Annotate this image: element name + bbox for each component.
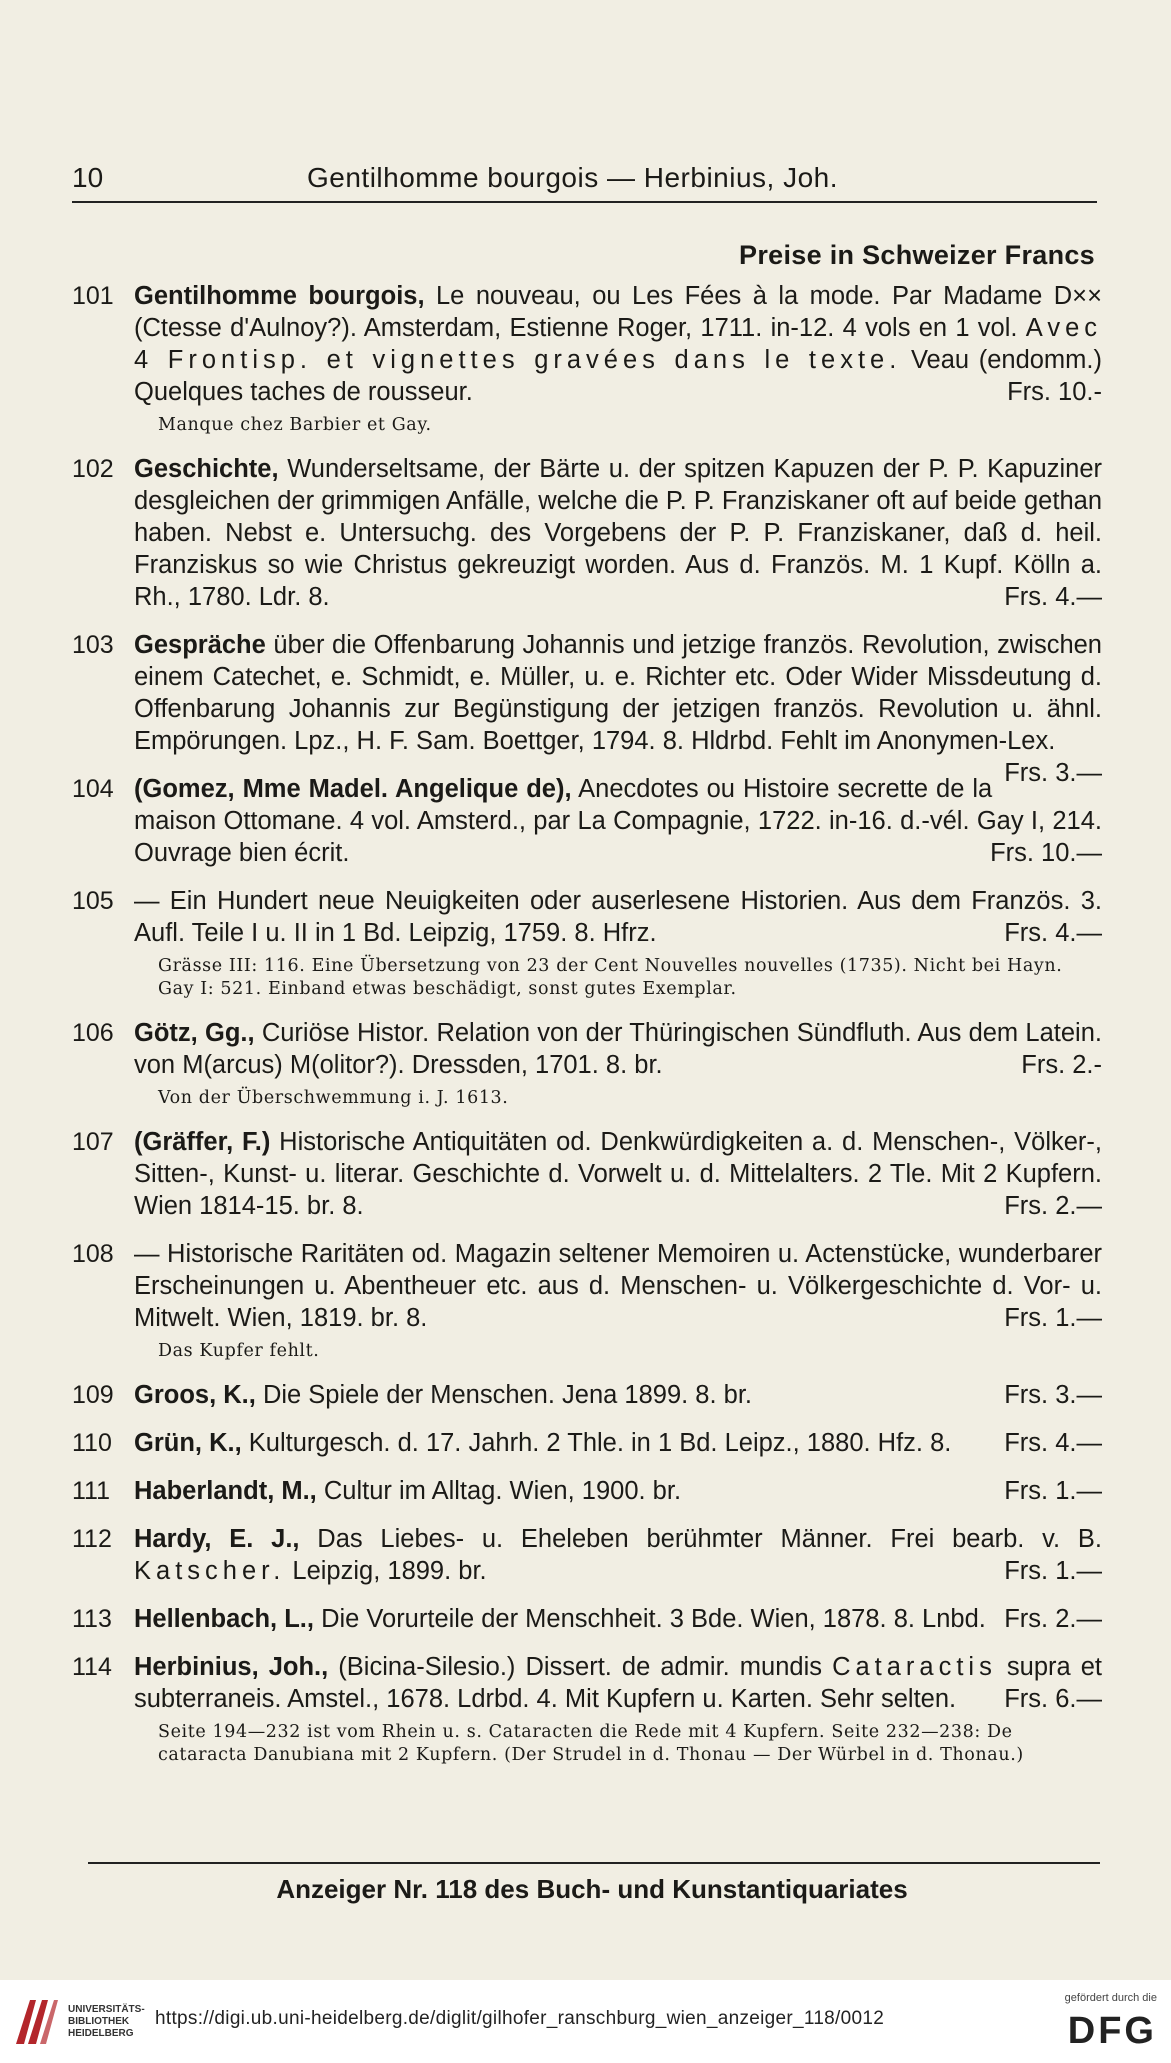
entry-number: 113 [72,1605,112,1633]
entry-number: 104 [72,775,114,803]
entry-price: Frs. 3.— [1004,759,1102,787]
entry-body [134,280,1102,408]
permalink-url[interactable]: https://digi.ub.uni-heidelberg.de/diglit/gilhofer_ranschburg_wien_anzeiger_118/0012 [155,2008,885,2029]
entry-text: Das Liebes- u. Eheleben berühmter Männer. Frei bearb. v. B. [317,1525,1103,1553]
dfg-logo: DFG [1067,2010,1157,2052]
entry-number: 107 [72,1128,114,1156]
entry-note: Das Kupfer fehlt. [158,1341,320,1361]
entry-note: Manque chez Barbier et Gay. [158,415,432,435]
entry-text: Cultur im Alltag. Wien, 1900. br. [323,1477,682,1505]
university-library-logo-icon [10,1992,62,2050]
entry-spaced-text: Avec 4 Frontisp. et vignettes gravées dans le texte. [134,314,1103,374]
entry-price: Frs. 10.- [1007,378,1102,406]
catalog-entry [72,885,1102,1001]
entry-body [134,1603,1102,1635]
entry-body [134,1126,1102,1222]
entry-body [134,453,1102,613]
entry-author: Herbinius, Joh., [134,1653,329,1681]
entry-price: Frs. 2.- [1021,1051,1102,1079]
viewer-bottom-bar [0,1980,1171,2063]
entry-body [134,1475,1102,1507]
entry-text: — Ein Hundert neue Neuigkeiten oder auserlesene Historien. Aus dem Französ. 3. Aufl. Teile I u. II in 1 Bd. Leipzig, 1759. 8. Hfrz. [134,887,1102,947]
entry-spaced-text: Cataractis [832,1653,997,1681]
entry-number: 114 [72,1653,112,1681]
entry-number: 103 [72,631,114,659]
entry-note: Seite 194—232 ist vom Rhein u. s. Cataracten die Rede mit 4 Kupfern. Seite 232—238: De cataracta Danubiana mit 2 Kupfern. (Der Strudel in d. Thonau — Der Würbel in d. Thonau.) [158,1722,1024,1765]
entry-number: 111 [72,1477,111,1505]
entry-author: Gespräche [134,631,266,659]
library-name: UNIVERSITÄTS-BIBLIOTHEK HEIDELBERG [68,2004,145,2039]
entry-text: Le nouveau, ou Les Fées à la mode. Par Madame D×× (Ctesse d'Aulnoy?). Amsterdam, Estienne Roger, 1711. in-12. 4 vols en 1 vol. [134,282,1102,342]
entry-author: Haberlandt, M., [134,1477,317,1505]
entry-author: Hellenbach, L., [134,1605,314,1633]
entry-author: Gentilhomme bourgois, [134,282,425,310]
entry-number: 109 [72,1381,114,1409]
catalog-entry [72,1379,1102,1411]
entry-text: über die Offenbarung Johannis und jetzige französ. Revolution, zwischen einem Catechet, e. Schmidt, e. Müller, u. e. Richter etc. Oder Wider Missdeutung d. Offenbarung Johannis zur Begünstigung der jetzigen französ. Revolution u. ähnl. Empörungen. Lpz., H. F. Sam. Boettger, 1794. 8. Hldrbd. Fehlt im Anonymen-Lex. [134,631,1102,755]
entry-price: Frs. 10.— [990,839,1102,867]
entry-text: Historische Antiquitäten od. Denkwürdigkeiten a. d. Menschen-, Völker-, Sitten-, Kunst- u. literar. Geschichte d. Vorwelt u. d. Mittelalters. 2 Tle. Mit 2 Kupfern. Wien 1814-15. br. 8. [134,1128,1102,1220]
catalog-entry [72,1603,1102,1635]
entry-price: Frs. 1.— [1004,1557,1102,1585]
entry-body [134,885,1102,949]
entry-number: 110 [72,1429,112,1457]
entry-author: Geschichte, [134,455,279,483]
entry-price: Frs. 4.— [1004,583,1102,611]
entry-body [134,1523,1102,1587]
catalog-entry [72,1427,1102,1459]
entry-text: Die Vorurteile der Menschheit. 3 Bde. Wien, 1878. 8. Lnbd. [321,1605,986,1633]
entry-author: Groos, K., [134,1381,256,1409]
catalog-entry [72,453,1102,613]
entry-price: Frs. 1.— [1004,1477,1102,1505]
entry-spaced-text: Katscher. [134,1557,286,1585]
entry-price: Frs. 1.— [1004,1304,1102,1332]
entry-body [134,1651,1102,1715]
running-head: Gentilhomme bourgois — Herbinius, Joh. [307,162,839,193]
entry-text: Curiöse Histor. Relation von der Thüringischen Sündfluth. Aus dem Latein. von M(arcus) M(olitor?). Dressden, 1701. 8. br. [134,1019,1102,1079]
entry-author: (Gräffer, F.) [134,1128,271,1156]
entry-text: (Bicina-Silesio.) Dissert. de admir. mundis [338,1653,823,1681]
entry-note: Von der Überschwemmung i. J. 1613. [158,1088,509,1108]
entry-text: — Historische Raritäten od. Magazin seltener Memoiren u. Actenstücke, wunderbarer Erscheinungen u. Abentheuer etc. aus d. Menschen- u. Völkergeschichte d. Vor- u. Mitwelt. Wien, 1819. br. 8. [134,1240,1102,1332]
page-footer: Anzeiger Nr. 118 des Buch- und Kunstantiquariates [276,1874,908,1904]
entry-number: 102 [72,455,114,483]
entry-body [134,773,1102,869]
entry-price: Frs. 2.— [1004,1192,1102,1220]
entry-number: 112 [72,1525,112,1553]
entry-price: Frs. 4.— [1004,1429,1102,1457]
entry-body [134,1427,1102,1459]
entry-author: Götz, Gg., [134,1019,255,1047]
price-note: Preise in Schweizer Francs [739,240,1095,270]
header-rule [72,201,1097,203]
entry-price: Frs. 4.— [1004,919,1102,947]
entry-text-continued: supra et subterraneis. Amstel., 1678. Ldrbd. 4. Mit Kupfern u. Karten. Sehr selten. [134,1653,1102,1713]
entry-note: Grässe III: 116. Eine Übersetzung von 23 der Cent Nouvelles nouvelles (1735). Nicht bei Hayn. Gay I: 521. Einband etwas beschädigt, sonst gutes Exemplar. [158,956,1063,999]
entry-body [134,629,1102,787]
entry-text: Wunderseltsame, der Bärte u. der spitzen Kapuzen der P. P. Kapuziner desgleichen der grimmigen Anfälle, welche die P. P. Franziskaner oft auf beide gethan haben. Nebst e. Untersuchg. des Vorgebens der P. P. Franziskaner, daß d. heil. Franziskus so wie Christus gekreuzigt worden. Aus d. Französ. M. 1 Kupf. Kölln a. Rh., 1780. Ldr. 8. [134,455,1102,611]
entry-number: 101 [72,282,114,310]
entry-author: (Gomez, Mme Madel. Angelique de), [134,775,572,803]
catalog-entry [72,773,1102,869]
entry-author: Hardy, E. J., [134,1525,300,1553]
entry-text: Kulturgesch. d. 17. Jahrh. 2 Thle. in 1 Bd. Leipz., 1880. Hfz. 8. [248,1429,952,1457]
entry-body [134,1017,1102,1081]
entry-price: Frs. 2.— [1004,1605,1102,1633]
entry-number: 106 [72,1019,114,1047]
catalog-entry [72,629,1102,787]
catalog-entry [72,1238,1102,1363]
entry-price: Frs. 3.— [1004,1381,1102,1409]
catalog-entry [72,1651,1102,1767]
catalog-entry [72,1017,1102,1110]
entry-number: 105 [72,887,114,915]
funding-caption: gefördert durch die [1064,1992,1157,2004]
catalog-entries [72,280,1102,1783]
entry-number: 108 [72,1240,114,1268]
catalog-entry [72,1475,1102,1507]
entry-text-continued: Veau (endomm.) Quelques taches de rousseur. [134,346,1102,406]
entry-author: Grün, K., [134,1429,242,1457]
footer-rule [88,1862,1100,1864]
catalog-entry [72,280,1102,437]
catalog-entry [72,1523,1102,1587]
entry-text: Die Spiele der Menschen. Jena 1899. 8. br. [262,1381,753,1409]
page-number: 10 [72,162,104,193]
catalog-entry [72,1126,1102,1222]
entry-body [134,1238,1102,1334]
entry-body [134,1379,1102,1411]
entry-text: Anecdotes ou Histoire secrette de la maison Ottomane. 4 vol. Amsterd., par La Compagnie, 1722. in-16. d.-vél. Gay I, 214. Ouvrage bien écrit. [134,775,1102,867]
entry-price: Frs. 6.— [1004,1685,1102,1713]
entry-text-continued: Leipzig, 1899. br. [292,1557,487,1585]
